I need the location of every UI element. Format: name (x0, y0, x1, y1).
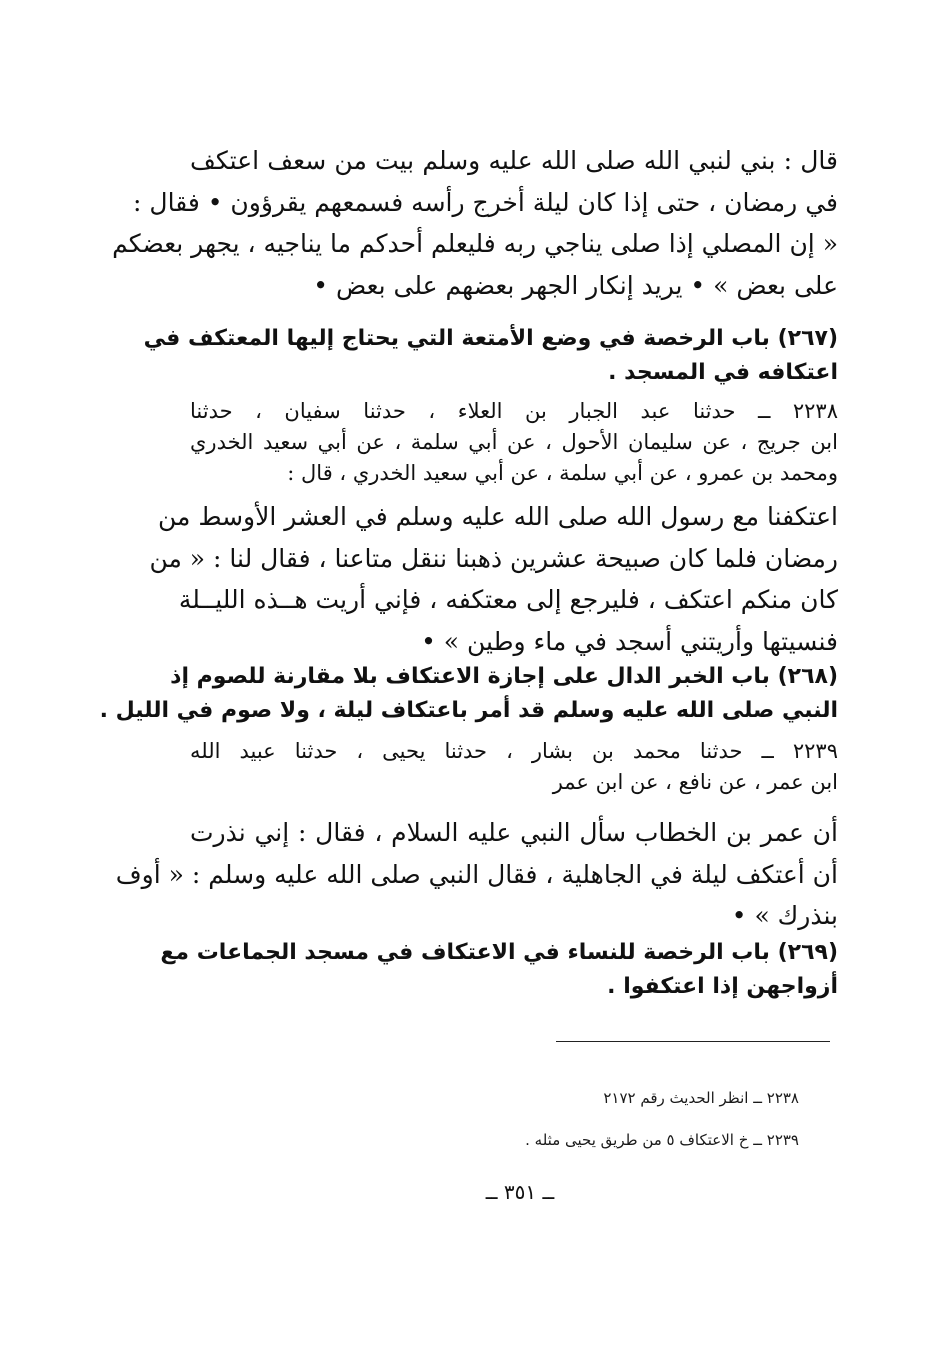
heading-line: (٢٦٨) باب الخبر الدال على إجازة الاعتكاف بلا مقارنة للصوم إذ (170, 664, 838, 689)
text-line: بنذرك » • (731, 901, 838, 930)
isnad-2238 (190, 396, 838, 489)
text-line: قال : بني لنبي الله صلى الله عليه وسلم بيت من سعف اعتكف (190, 146, 838, 175)
heading-line: النبي صلى الله عليه وسلم قد أمر باعتكاف ليلة ، ولا صوم في الليل . (99, 698, 838, 723)
isnad-line: ابن عمر ، عن نافع ، عن ابن عمر (552, 770, 838, 794)
text-line: « إن المصلي إذا صلى يناجي ربه فليعلم أحدكم ما يناجيه ، يجهر بعضكم (112, 229, 838, 258)
text-line: فنسيتها وأريتني أسجد في ماء وطين » • (421, 626, 838, 656)
text-line: كان منكم اعتكف ، فليرجع إلى معتكفه ، فإني أريت هــذه الليــلة (178, 585, 838, 614)
chapter-heading-269 (160, 936, 838, 1004)
hadith-text-paragraph (112, 140, 838, 306)
heading-line: (٢٦٧) باب الرخصة في وضع الأمتعة التي يحتاج إليها المعتكف في (143, 326, 838, 351)
footnote-2239: ٢٢٣٩ ــ خ الاعتكاف ٥ من طريق يحيى مثله . (525, 1131, 799, 1149)
footnote-2238: ٢٢٣٨ ــ انظر الحديث رقم ٢١٧٢ (603, 1089, 799, 1107)
chapter-heading-267 (143, 322, 838, 390)
text-line: أن عمر بن الخطاب سأل النبي عليه السلام ، فقال : إني نذرت (190, 818, 838, 847)
hadith-text-paragraph (149, 496, 838, 662)
hadith-text-paragraph (115, 812, 838, 937)
heading-line: أزواجهن إذا اعتكفوا . (607, 974, 838, 999)
isnad-line: ومحمد بن عمرو ، عن أبي سلمة ، عن أبي سعيد الخدري ، قال : (287, 461, 838, 485)
text-line: على بعض » • يريد إنكار الجهر بعضهم على بعض • (313, 270, 838, 300)
footnote-divider (556, 1041, 830, 1042)
text-line: اعتكفنا مع رسول الله صلى الله عليه وسلم في العشر الأوسط من (157, 502, 838, 531)
text-line: رمضان فلما كان صبيحة عشرين ذهبنا ننقل متاعنا ، فقال لنا : « من (149, 543, 838, 573)
isnad-line: ٢٢٣٩ ــ حدثنا محمد بن بشار ، حدثنا يحيى ، حدثنا عبيد الله (190, 739, 838, 763)
text-line: أن أعتكف ليلة في الجاهلية ، فقال النبي صلى الله عليه وسلم : « أوف (115, 859, 838, 889)
isnad-line: ٢٢٣٨ ــ حدثنا عبد الجبار بن العلاء ، حدثنا سفيان ، حدثنا (190, 399, 838, 423)
text-line: في رمضان ، حتى إذا كان ليلة أخرج رأسه فسمعهم يقرؤون • فقال : (133, 187, 838, 217)
page-number: ــ ٣٥١ ــ (485, 1180, 555, 1204)
heading-line: (٢٦٩) باب الرخصة للنساء في الاعتكاف في مسجد الجماعات مع (160, 940, 838, 965)
chapter-heading-268 (99, 660, 838, 728)
heading-line: اعتكافه في المسجد . (608, 360, 838, 385)
isnad-line: ابن جريج ، عن سليمان الأحول ، عن أبي سلمة ، عن أبي سعيد الخدري (190, 430, 838, 454)
footnotes (299, 1077, 799, 1161)
isnad-2239 (190, 736, 838, 798)
